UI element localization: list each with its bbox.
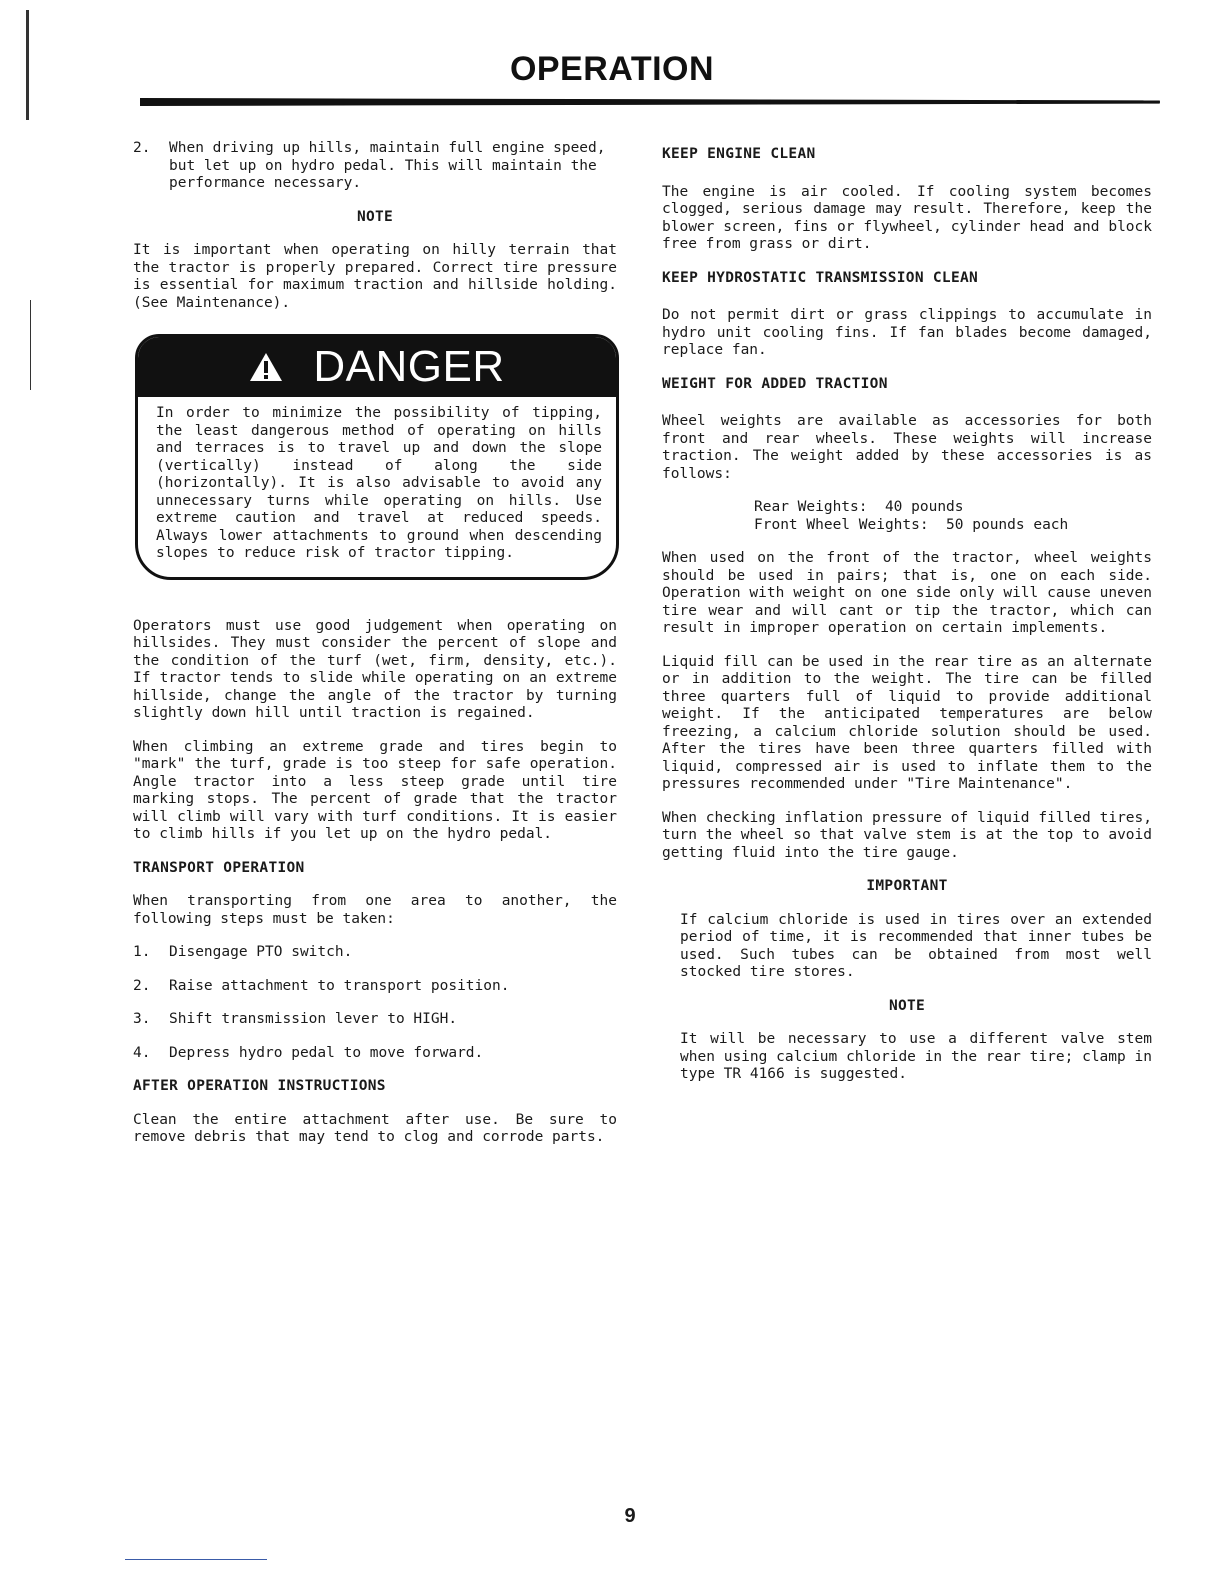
danger-text: In order to minimize the possibility of tipping, the least dangerous method of operating on hills and terraces is to travel up and down the slope (vertically) instead of along the side (horizontally). It is also advisable to avoid any unnecessary turns while operating on hills. Use extreme caution and travel at reduced speeds. Always lower attachments to ground when descending slopes to reduce risk of tractor tipping. (156, 405, 602, 561)
list-item (133, 140, 617, 193)
page-number: 9 (624, 1505, 636, 1527)
list-text: Raise attachment to transport position. (169, 977, 510, 994)
engine-text: The engine is air cooled. If cooling system becomes clogged, serious damage may result. Therefore, keep the blower screen, fins or flywheel, cylinder head and block free from grass or dirt. (662, 183, 1152, 252)
hydro-text: Do not permit dirt or grass clippings to accumulate in hydro unit cooling fins. If fan blades become damaged, replace fan. (662, 307, 1152, 358)
front-weights: Front Wheel Weights: 50 pounds each (754, 516, 1069, 533)
list-item (133, 978, 617, 996)
danger-header (138, 337, 616, 397)
list-text: When driving up hills, maintain full engine speed, but let up on hydro pedal. This will maintain the performance necessary. (169, 140, 606, 191)
danger-label: DANGER (313, 342, 505, 392)
paragraph-pairs: When used on the front of the tractor, wheel weights should be used in pairs; that is, one on each side. Operation with weight on one side only will cause uneven tire wear and will cant or tip the tractor, which can result in improper operation on certain implements. (662, 550, 1152, 636)
list-text: Shift transmission lever to HIGH. (169, 1011, 458, 1027)
paragraph-judgement: Operators must use good judgement when operating on hillsides. They must consider the percent of slope and the condition of the turf (wet, firm, density, etc.). If tractor tends to slide while operating on an extreme hillside, change the angle of the tractor by turning slightly down hill until traction is regained. (133, 617, 617, 721)
important-text: If calcium chloride is used in tires over an extended period of time, it is recommended that inner tubes be used. Such tubes can be obtained from most well stocked tire stores. (680, 911, 1152, 980)
paragraph-inflation: When checking inflation pressure of liquid filled tires, turn the wheel so that valve stem is at the top to avoid getting fluid into the tire gauge. (662, 809, 1152, 861)
note-text: It is important when operating on hilly terrain that the tractor is properly prepared. Correct tire pressure is essential for maximum traction and hillside holding. (See Maintenance). (133, 242, 617, 311)
paragraph-liquid-fill: Liquid fill can be used in the rear tire as an alternate or in addition to the weight. The tire can be filled three quarters full of liquid to provide additional weight. If the anticipated temperatures are below freezing, a calcium chloride solution should be used. After the tires have been three quarters filled with liquid, compressed air is used to inflate them to the pressures recommended under "Tire Maintenance". (662, 653, 1152, 792)
list-number: 4. (133, 1044, 151, 1061)
list-item (133, 1045, 617, 1063)
list-number: 2. (133, 140, 151, 156)
warning-triangle-icon (249, 352, 283, 382)
rear-weights: Rear Weights: 40 pounds (754, 499, 964, 515)
paragraph-climbing: When climbing an extreme grade and tires begin to "mark" the turf, grade is too steep for safe operation. Angle tractor into a less steep grade until tire marking stops. The percent of grade that the tractor will climb will vary with turf conditions. It is easier to climb hills if you let up on the hydro pedal. (133, 738, 617, 842)
list-number: 1. (133, 944, 151, 960)
after-operation-text: Clean the entire attachment after use. Be sure to remove debris that may tend to clog and corrode parts. (133, 1111, 617, 1145)
weight-text: Wheel weights are available as accessories for both front and rear wheels. These weights will increase traction. The weight added by these accessories is as follows: (662, 413, 1152, 482)
scan-mark (30, 300, 31, 390)
section-heading-engine: KEEP ENGINE CLEAN (662, 146, 816, 162)
section-heading-hydro: KEEP HYDROSTATIC TRANSMISSION CLEAN (662, 269, 979, 286)
transport-intro: When transporting from one area to another, the following steps must be taken: (133, 893, 617, 927)
footer-line (125, 1559, 267, 1560)
page-title: OPERATION (509, 50, 715, 88)
note-label: NOTE (888, 997, 926, 1014)
list-item (133, 1011, 617, 1029)
list-number: 2. (133, 977, 151, 994)
list-item (133, 944, 617, 962)
list-text: Depress hydro pedal to move forward. (169, 1044, 484, 1061)
note-label: NOTE (356, 208, 394, 225)
list-number: 3. (133, 1011, 151, 1027)
section-heading-transport: TRANSPORT OPERATION (133, 859, 305, 876)
section-heading-weight: WEIGHT FOR ADDED TRACTION (662, 375, 888, 392)
section-heading-after-operation: AFTER OPERATION INSTRUCTIONS (133, 1078, 386, 1094)
title-rule (140, 98, 1160, 106)
list-text: Disengage PTO switch. (169, 944, 353, 960)
note-text: It will be necessary to use a different valve stem when using calcium chloride in the rear tire; clamp in type TR 4166 is suggested. (680, 1031, 1152, 1082)
right-column (662, 146, 1152, 1084)
important-label: IMPORTANT (866, 878, 948, 894)
danger-box (135, 334, 619, 580)
left-column (133, 140, 617, 1147)
